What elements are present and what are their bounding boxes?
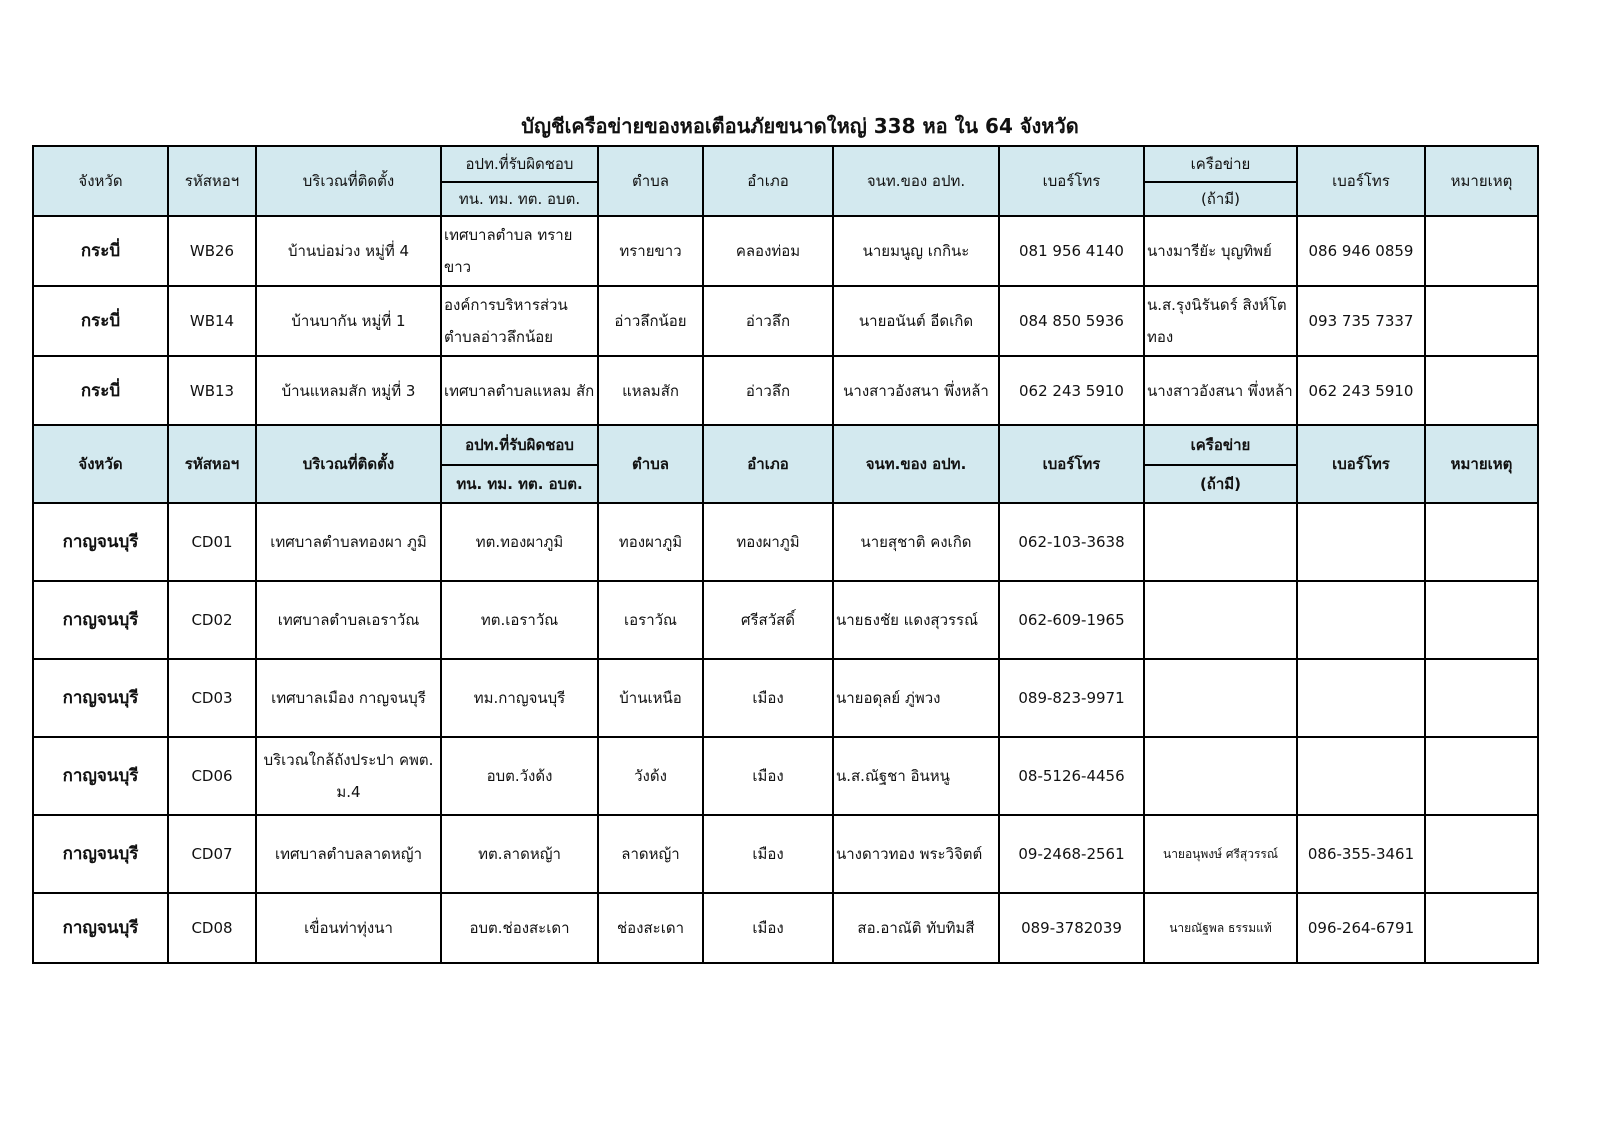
cell-network-phone: 093 735 7337 bbox=[1297, 286, 1425, 356]
cell-network: นายอนุพงษ์ ศรีสุวรรณ์ bbox=[1144, 815, 1297, 893]
col-province-header: จังหวัด bbox=[33, 425, 168, 503]
cell-network bbox=[1144, 659, 1297, 737]
cell-network-phone: 086-355-3461 bbox=[1297, 815, 1425, 893]
cell-code: CD03 bbox=[168, 659, 256, 737]
cell-officer: นายสุชาติ คงเกิด bbox=[833, 503, 999, 581]
cell-phone: 09-2468-2561 bbox=[999, 815, 1144, 893]
cell-officer: น.ส.ณัฐชา อินหนู bbox=[833, 737, 999, 815]
cell-org: ทต.ทองผาภูมิ bbox=[441, 503, 598, 581]
cell-province: กระบี่ bbox=[33, 216, 168, 286]
cell-remark bbox=[1425, 815, 1538, 893]
col-network-note-header: (ถ้ามี) bbox=[1144, 465, 1297, 503]
cell-network-phone: 096-264-6791 bbox=[1297, 893, 1425, 963]
table-row bbox=[33, 815, 1538, 893]
col-district-header: อำเภอ bbox=[703, 146, 833, 216]
cell-network-phone bbox=[1297, 503, 1425, 581]
col-location-header: บริเวณที่ติดตั้ง bbox=[256, 146, 441, 216]
cell-phone: 084 850 5936 bbox=[999, 286, 1144, 356]
cell-province: กาญจนบุรี bbox=[33, 893, 168, 963]
cell-org: อบต.วังด้ง bbox=[441, 737, 598, 815]
cell-code: WB26 bbox=[168, 216, 256, 286]
cell-network: นางสาวอังสนา พึ่งหล้า bbox=[1144, 356, 1297, 426]
cell-phone: 08-5126-4456 bbox=[999, 737, 1144, 815]
table-row bbox=[33, 356, 1538, 426]
col-subdistrict-header: ตำบล bbox=[598, 146, 703, 216]
table-row bbox=[33, 286, 1538, 356]
cell-code: CD08 bbox=[168, 893, 256, 963]
cell-network-phone bbox=[1297, 737, 1425, 815]
cell-code: CD06 bbox=[168, 737, 256, 815]
cell-network bbox=[1144, 581, 1297, 659]
col-org-types-header: ทน. ทม. ทต. อบต. bbox=[441, 182, 598, 216]
cell-district: คลองท่อม bbox=[703, 216, 833, 286]
cell-province: กาญจนบุรี bbox=[33, 659, 168, 737]
table-row bbox=[33, 893, 1538, 963]
table-row bbox=[33, 581, 1538, 659]
cell-code: CD07 bbox=[168, 815, 256, 893]
col-province-header: จังหวัด bbox=[33, 146, 168, 216]
cell-remark bbox=[1425, 286, 1538, 356]
cell-phone: 062-103-3638 bbox=[999, 503, 1144, 581]
col-remark-header: หมายเหตุ bbox=[1425, 425, 1538, 503]
col-subdistrict-header: ตำบล bbox=[598, 425, 703, 503]
col-network-header: เครือข่าย bbox=[1144, 425, 1297, 465]
cell-network-phone: 086 946 0859 bbox=[1297, 216, 1425, 286]
table-row bbox=[33, 659, 1538, 737]
cell-subdistrict: บ้านเหนือ bbox=[598, 659, 703, 737]
cell-network-phone: 062 243 5910 bbox=[1297, 356, 1425, 426]
cell-phone: 062-609-1965 bbox=[999, 581, 1144, 659]
cell-code: CD02 bbox=[168, 581, 256, 659]
cell-location: เทศบาลตำบลลาดหญ้า bbox=[256, 815, 441, 893]
col-org-types-header: ทน. ทม. ทต. อบต. bbox=[441, 465, 598, 503]
col-remark-header: หมายเหตุ bbox=[1425, 146, 1538, 216]
cell-network-phone bbox=[1297, 659, 1425, 737]
cell-org: อบต.ช่องสะเดา bbox=[441, 893, 598, 963]
col-org-header: อปท.ที่รับผิดชอบ bbox=[441, 146, 598, 182]
cell-code: WB13 bbox=[168, 356, 256, 426]
cell-officer: นายอนันต์ อีดเกิด bbox=[833, 286, 999, 356]
table-krabi bbox=[32, 145, 1539, 427]
cell-phone: 062 243 5910 bbox=[999, 356, 1144, 426]
cell-remark bbox=[1425, 356, 1538, 426]
cell-district: ศรีสวัสดิ์ bbox=[703, 581, 833, 659]
cell-province: กาญจนบุรี bbox=[33, 737, 168, 815]
cell-subdistrict: แหลมสัก bbox=[598, 356, 703, 426]
cell-remark bbox=[1425, 893, 1538, 963]
cell-network-phone bbox=[1297, 581, 1425, 659]
cell-province: กาญจนบุรี bbox=[33, 581, 168, 659]
cell-phone: 089-3782039 bbox=[999, 893, 1144, 963]
cell-org: เทศบาลตำบล ทรายขาว bbox=[441, 216, 598, 286]
cell-code: CD01 bbox=[168, 503, 256, 581]
col-network-note-header: (ถ้ามี) bbox=[1144, 182, 1297, 216]
col-officer-header: จนท.ของ อปท. bbox=[833, 146, 999, 216]
cell-location: บริเวณใกล้ถังประปา คพต. ม.4 bbox=[256, 737, 441, 815]
table-row bbox=[33, 503, 1538, 581]
page-title: บัญชีเครือข่ายของหอเตือนภัยขนาดใหญ่ 338 หอ ใน 64 จังหวัด bbox=[521, 114, 1079, 138]
cell-officer: นายธงชัย แดงสุวรรณ์ bbox=[833, 581, 999, 659]
cell-network: นายณัฐพล ธรรมแท้ bbox=[1144, 893, 1297, 963]
cell-subdistrict: เอราวัณ bbox=[598, 581, 703, 659]
cell-org: เทศบาลตำบลแหลม สัก bbox=[441, 356, 598, 426]
cell-code: WB14 bbox=[168, 286, 256, 356]
col-network-phone-header: เบอร์โทร bbox=[1297, 425, 1425, 503]
cell-location: บ้านบ่อม่วง หมู่ที่ 4 bbox=[256, 216, 441, 286]
cell-subdistrict: อ่าวลึกน้อย bbox=[598, 286, 703, 356]
cell-officer: สอ.อาณัติ ทับทิมสี bbox=[833, 893, 999, 963]
cell-org: ทต.เอราวัณ bbox=[441, 581, 598, 659]
cell-province: กระบี่ bbox=[33, 286, 168, 356]
cell-network bbox=[1144, 737, 1297, 815]
col-code-header: รหัสหอฯ bbox=[168, 146, 256, 216]
col-location-header: บริเวณที่ติดตั้ง bbox=[256, 425, 441, 503]
cell-district: เมือง bbox=[703, 659, 833, 737]
cell-province: กาญจนบุรี bbox=[33, 503, 168, 581]
cell-officer: นายมนูญ เกกินะ bbox=[833, 216, 999, 286]
cell-location: เทศบาลเมือง กาญจนบุรี bbox=[256, 659, 441, 737]
cell-location: บ้านแหลมสัก หมู่ที่ 3 bbox=[256, 356, 441, 426]
col-officer-header: จนท.ของ อปท. bbox=[833, 425, 999, 503]
cell-remark bbox=[1425, 659, 1538, 737]
cell-location: เขื่อนท่าทุ่งนา bbox=[256, 893, 441, 963]
cell-subdistrict: ทรายขาว bbox=[598, 216, 703, 286]
cell-remark bbox=[1425, 581, 1538, 659]
cell-remark bbox=[1425, 216, 1538, 286]
cell-officer: นายอดุลย์ ภู่พวง bbox=[833, 659, 999, 737]
cell-subdistrict: ลาดหญ้า bbox=[598, 815, 703, 893]
cell-org: ทต.ลาดหญ้า bbox=[441, 815, 598, 893]
cell-org: ทม.กาญจนบุรี bbox=[441, 659, 598, 737]
cell-district: เมือง bbox=[703, 893, 833, 963]
cell-subdistrict: วังด้ง bbox=[598, 737, 703, 815]
cell-officer: นางสาวอังสนา พึ่งหล้า bbox=[833, 356, 999, 426]
col-district-header: อำเภอ bbox=[703, 425, 833, 503]
col-code-header: รหัสหอฯ bbox=[168, 425, 256, 503]
cell-org: องค์การบริหารส่วน ตำบลอ่าวลึกน้อย bbox=[441, 286, 598, 356]
cell-district: อ่าวลึก bbox=[703, 356, 833, 426]
cell-location: เทศบาลตำบลทองผา ภูมิ bbox=[256, 503, 441, 581]
cell-network: นางมารียัะ บุญทิพย์ bbox=[1144, 216, 1297, 286]
cell-network bbox=[1144, 503, 1297, 581]
cell-phone: 081 956 4140 bbox=[999, 216, 1144, 286]
cell-location: เทศบาลตำบลเอราวัณ bbox=[256, 581, 441, 659]
cell-phone: 089-823-9971 bbox=[999, 659, 1144, 737]
cell-location: บ้านบากัน หมู่ที่ 1 bbox=[256, 286, 441, 356]
table-kanchanaburi bbox=[32, 424, 1539, 964]
cell-province: กระบี่ bbox=[33, 356, 168, 426]
col-network-phone-header: เบอร์โทร bbox=[1297, 146, 1425, 216]
cell-district: อ่าวลึก bbox=[703, 286, 833, 356]
cell-province: กาญจนบุรี bbox=[33, 815, 168, 893]
col-phone-header: เบอร์โทร bbox=[999, 425, 1144, 503]
cell-subdistrict: ทองผาภูมิ bbox=[598, 503, 703, 581]
cell-district: เมือง bbox=[703, 815, 833, 893]
cell-officer: นางดาวทอง พระวิจิตต์ bbox=[833, 815, 999, 893]
col-network-header: เครือข่าย bbox=[1144, 146, 1297, 182]
col-phone-header: เบอร์โทร bbox=[999, 146, 1144, 216]
table-row bbox=[33, 216, 1538, 286]
cell-network: น.ส.รุงนิรันดร์ สิงห์โตทอง bbox=[1144, 286, 1297, 356]
cell-subdistrict: ช่องสะเดา bbox=[598, 893, 703, 963]
cell-remark bbox=[1425, 737, 1538, 815]
cell-remark bbox=[1425, 503, 1538, 581]
table-row bbox=[33, 737, 1538, 815]
col-org-header: อปท.ที่รับผิดชอบ bbox=[441, 425, 598, 465]
cell-district: ทองผาภูมิ bbox=[703, 503, 833, 581]
cell-district: เมือง bbox=[703, 737, 833, 815]
